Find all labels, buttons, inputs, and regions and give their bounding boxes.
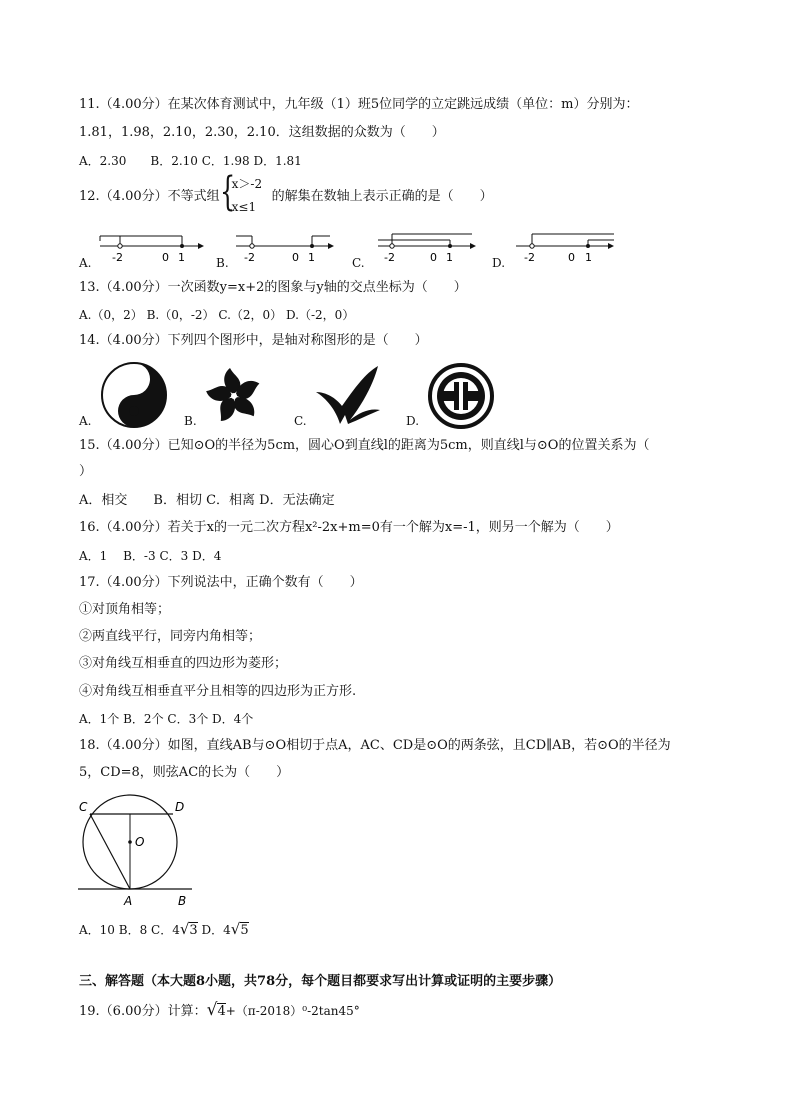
q12-stem (79, 169, 493, 215)
sqrt-symbol: √ (230, 920, 241, 938)
yin-yang-icon (100, 361, 168, 429)
q18-stem: 18.（4.00分）如图，直线AB与⊙O相切于点A，AC、CD是⊙O的两条弦，且CD∥AB，若⊙O的半径为 (79, 738, 671, 753)
q17-stem: 17.（4.00分）下列说法中，正确个数有（ ） (79, 575, 363, 590)
q11-stem: 11.（4.00分）在某次体育测试中，九年级（1）班5位同学的立定跳远成绩（单位：m）分别为： (79, 97, 639, 112)
q18-option-d: D．4 (197, 923, 231, 937)
q12-stem-suffix: 的解集在数轴上表示正确的是（ ） (271, 189, 493, 204)
q19-radicand: 4 (217, 1004, 226, 1019)
point-label-b: B (178, 894, 187, 908)
sqrt-symbol: √ (206, 1000, 218, 1020)
q18-stem-cont: 5，CD=8，则弦AC的长为（ ） (79, 765, 290, 780)
point-label-o: O (135, 835, 145, 849)
q17-item: ③对角线互相垂直的四边形为菱形； (79, 656, 288, 671)
q12-system: { x＞-2 x≤1 (219, 169, 263, 215)
q11-stem-cont: 1.81，1.98，2.10，2.30，2.10．这组数据的众数为（ ） (79, 125, 445, 140)
q12-option-c-label: C. (352, 256, 365, 270)
q12-option-a-label: A. (79, 256, 92, 270)
q12-ineq-2: x≤1 (231, 200, 257, 214)
sqrt-symbol: √ (179, 920, 190, 938)
q12-numberline-c (368, 226, 480, 270)
tick-label: 0 (162, 251, 169, 264)
q17-item: ④对角线互相垂直平分且相等的四边形为正方形. (79, 684, 357, 699)
q16-stem: 16.（4.00分）若关于x的一元二次方程x²-2x+m=0有一个解为x=-1，则另一个解为（ ） (79, 520, 619, 535)
q17-options: A．1个 B．2个 C．3个 D．4个 (79, 712, 254, 726)
q14-option-b-label: B. (184, 414, 197, 428)
q18-option-d-radicand: 5 (240, 923, 249, 938)
q13-stem: 13.（4.00分）一次函数y=x+2的图象与y轴的交点坐标为（ ） (79, 280, 467, 295)
q18-options-ab: A．10 B．8 C．4 (79, 923, 180, 937)
q14-stem: 14.（4.00分）下列四个图形中，是轴对称图形的是（ ） (79, 333, 428, 348)
tick-label: -2 (524, 251, 535, 264)
q12-option-d-label: D. (492, 256, 506, 270)
q12-ineq-1: x＞-2 (231, 177, 263, 191)
tick-label: -2 (112, 251, 123, 264)
point-label-a: A (124, 894, 133, 908)
bauhinia-flower-icon (202, 366, 266, 426)
q16-options: A．1 B．-3 C．3 D．4 (79, 549, 222, 563)
tick-label: 0 (292, 251, 299, 264)
tick-label: 1 (446, 251, 453, 264)
q17-item: ①对顶角相等； (79, 602, 171, 617)
q17-item: ②两直线平行，同旁内角相等； (79, 629, 262, 644)
tick-label: 0 (568, 251, 575, 264)
swoosh-logo-icon (312, 362, 384, 428)
q18-option-c-radicand: 3 (189, 923, 198, 938)
q19-stem (79, 1001, 360, 1021)
tick-label: 1 (308, 251, 315, 264)
emblem-icon (427, 362, 495, 430)
tick-label: -2 (244, 251, 255, 264)
q18-options (79, 920, 249, 940)
tick-label: 0 (430, 251, 437, 264)
q15-stem-cont: ） (79, 464, 93, 479)
q19-stem-prefix: 19.（6.00分）计算： (79, 1004, 207, 1019)
q12-numberline-a (96, 228, 206, 270)
tick-label: 1 (178, 251, 185, 264)
q11-options: A．2.30 B．2.10 C．1.98 D．1.81 (79, 154, 302, 168)
q14-option-a-label: A. (79, 414, 92, 428)
tick-label: 1 (585, 251, 592, 264)
section-title: 三、解答题（本大题8小题，共78分，每个题目都要求写出计算或证明的主要步骤） (79, 974, 562, 989)
q19-expression: +（π-2018）⁰-2tan45° (225, 1004, 360, 1018)
q14-option-d-label: D. (406, 414, 420, 428)
q15-stem: 15.（4.00分）已知⊙O的半径为5cm，圆心O到直线l的距离为5cm，则直线l与⊙O的位置关系为（ (79, 438, 650, 453)
q12-option-b-label: B. (216, 256, 229, 270)
q12-stem-prefix: 12.（4.00分）不等式组 (79, 189, 220, 204)
q15-options: A．相交 B．相切 C．相离 D．无法确定 (79, 493, 335, 508)
q18-circle-figure (76, 794, 196, 912)
q14-option-c-label: C. (294, 414, 307, 428)
q12-numberline-d (508, 226, 620, 270)
q12-numberline-b (228, 228, 338, 270)
tick-label: -2 (384, 251, 395, 264)
point-label-d: D (175, 800, 185, 814)
point-label-c: C (79, 800, 88, 814)
q13-options: A.（0，2） B.（0，-2） C.（2，0） D.（-2，0） (79, 308, 355, 322)
